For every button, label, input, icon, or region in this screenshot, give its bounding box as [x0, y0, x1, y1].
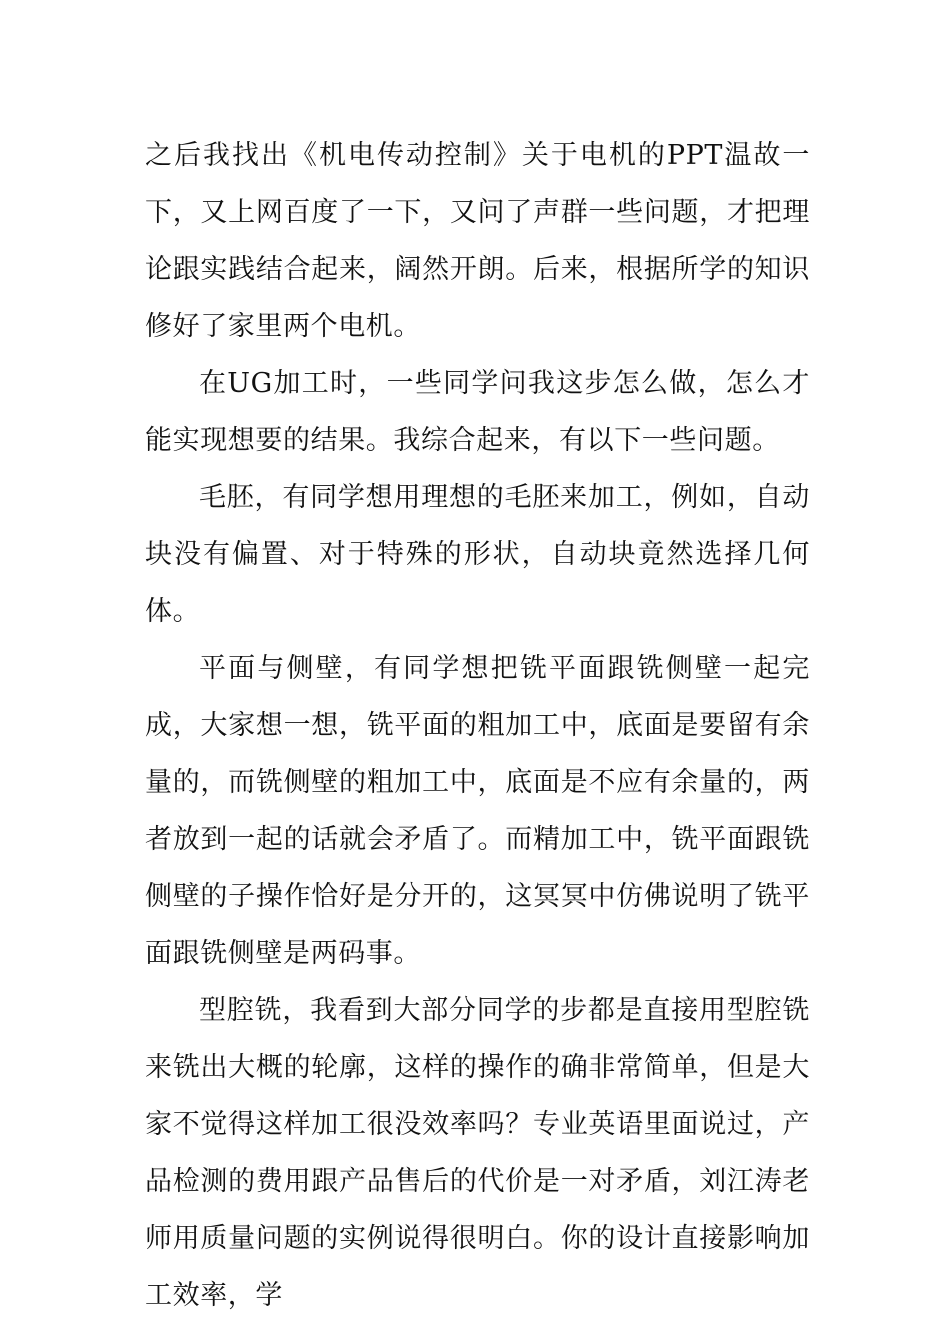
paragraph-4: 平面与侧壁，有同学想把铣平面跟铣侧壁一起完成，大家想一想，铣平面的粗加工中，底面是要留有余量的，而铣侧壁的粗加工中，底面是不应有余量的，两者放到一起的话就会矛盾了。而精加工中，铣平面跟铣侧壁的子操作恰好是分开的，这冥冥中仿佛说明了铣平面跟铣侧壁是两码事。 [145, 653, 810, 969]
paragraph-5: 型腔铣，我看到大部分同学的步都是直接用型腔铣来铣出大概的轮廓，这样的操作的确非常简单，但是大家不觉得这样加工很没效率吗？专业英语里面说过，产品检测的费用跟产品售后的代价是一对矛盾，刘江涛老师用质量问题的实例说得很明白。你的设计直接影响加工效率，学 [145, 995, 810, 1311]
paragraph-1: 之后我找出《机电传动控制》关于电机的PPT温故一下，又上网百度了一下，又问了声群一些问题，才把理论跟实践结合起来，阔然开朗。后来，根据所学的知识修好了家里两个电机。 [145, 140, 810, 342]
document-body [145, 127, 810, 1324]
paragraph-2: 在UG加工时，一些同学问我这步怎么做，怎么才能实现想要的结果。我综合起来，有以下一些问题。 [145, 368, 810, 456]
paragraph-3: 毛胚，有同学想用理想的毛胚来加工，例如，自动块没有偏置、对于特殊的形状，自动块竟然选择几何体。 [145, 482, 810, 627]
